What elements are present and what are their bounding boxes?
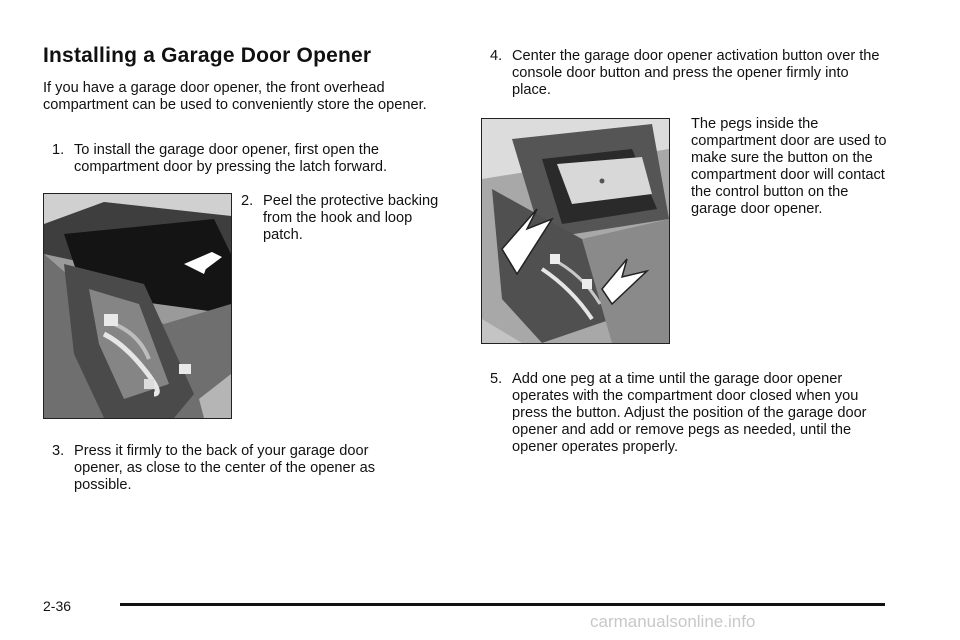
step-3-number: 3. <box>52 443 65 459</box>
step-5 <box>490 371 890 456</box>
compartment-patch-illustration <box>44 194 231 418</box>
page-number: 2-36 <box>43 598 72 614</box>
step-5-text: Add one peg at a time until the garage door opener operates with the compartment door closed when you press the button. Adjust the position of the garage door opener and add or remove pegs as needed, until the opener operates properly. <box>512 371 867 455</box>
footer-rule <box>120 603 885 606</box>
intro-paragraph: If you have a garage door opener, the front overhead compartment can be used to conveniently store the opener. <box>43 80 427 113</box>
pegs-note: The pegs inside the compartment door are used to make sure the button on the compartment door will contact the control button on the garage door opener. <box>691 116 887 217</box>
compartment-patch-photo <box>43 193 232 419</box>
compartment-pegs-illustration <box>482 119 669 343</box>
watermark: carmanualsonline.info <box>590 612 756 631</box>
step-2-number: 2. <box>241 193 254 209</box>
step-2-text: Peel the protective backing from the hook and loop patch. <box>263 193 439 243</box>
step-4 <box>490 48 880 99</box>
step-5-number: 5. <box>490 371 503 387</box>
step-4-text: Center the garage door opener activation button over the console door button and press the opener firmly into place. <box>512 48 880 98</box>
step-4-number: 4. <box>490 48 503 64</box>
step-3 <box>52 443 417 494</box>
page-title: Installing a Garage Door Opener <box>43 44 372 67</box>
step-2 <box>241 193 446 244</box>
step-1 <box>52 142 432 176</box>
step-1-number: 1. <box>52 142 65 158</box>
compartment-pegs-photo <box>481 118 670 344</box>
step-3-text: Press it firmly to the back of your garage door opener, as close to the center of the opener as possible. <box>74 443 375 493</box>
step-1-text: To install the garage door opener, first open the compartment door by pressing the latch forward. <box>74 142 388 175</box>
